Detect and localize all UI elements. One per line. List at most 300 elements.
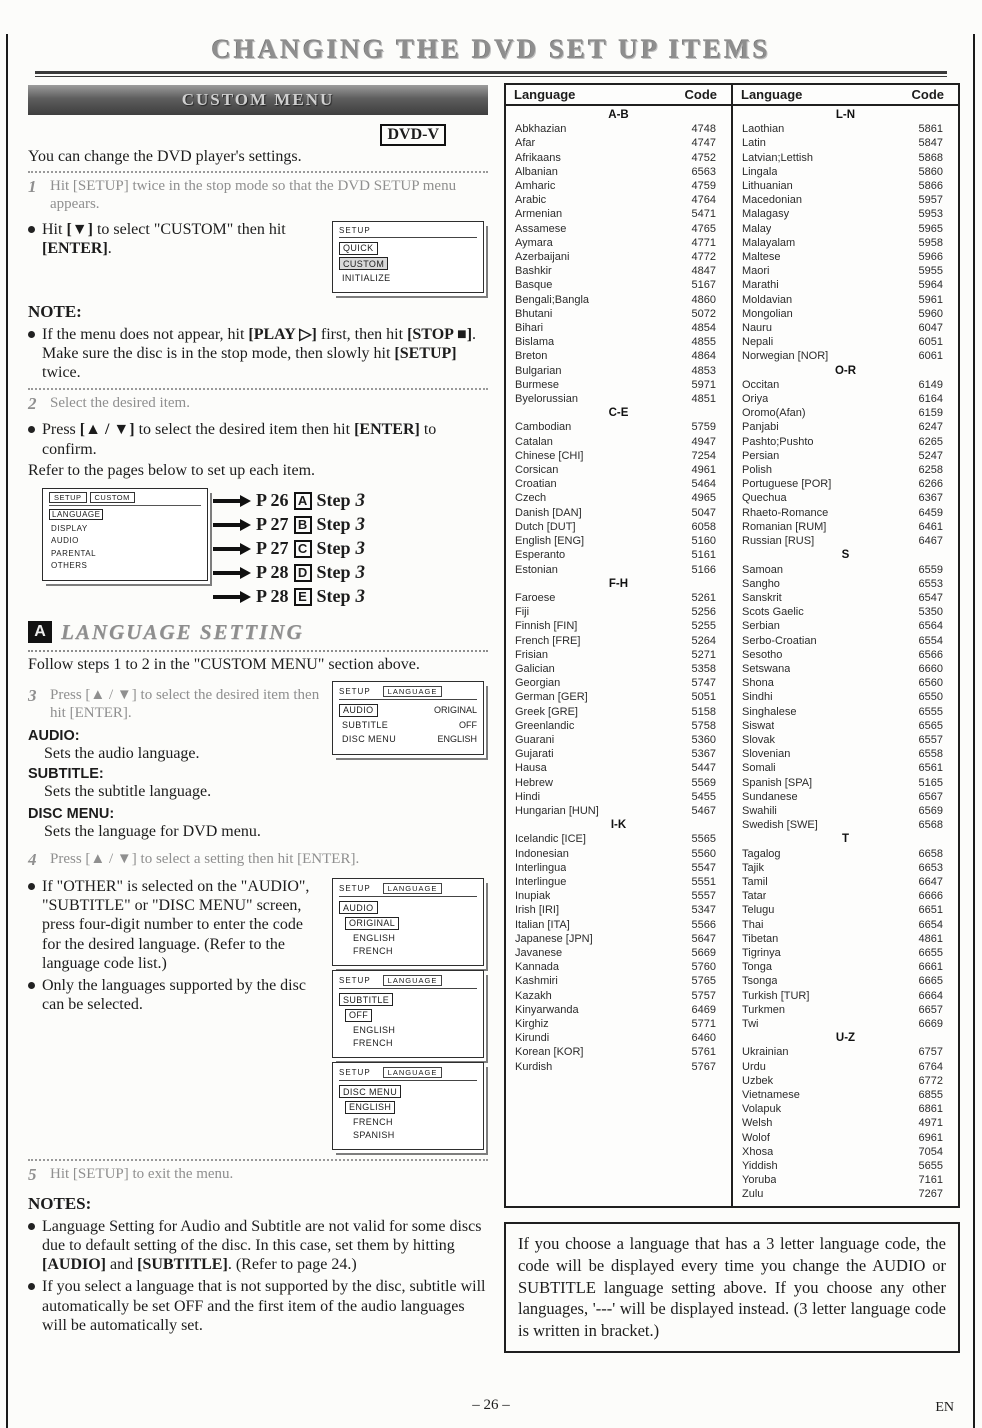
language-row: [506, 591, 731, 605]
language-row: [733, 136, 958, 150]
diagram-target-row: [213, 514, 365, 536]
language-code: 5447: [691, 762, 716, 775]
target-step-label: Step: [316, 514, 351, 535]
language-name: Thai: [742, 918, 764, 931]
language-code: 6855: [918, 1089, 943, 1102]
language-row: [733, 1088, 958, 1102]
language-name: Tigrinya: [742, 946, 781, 959]
badge-row: [28, 124, 446, 146]
bullet-other-language: [28, 877, 324, 973]
target-page: P 28: [256, 586, 289, 607]
language-code: 5747: [691, 677, 716, 690]
language-code: 5647: [691, 932, 716, 945]
page-number: – 26 –: [472, 1397, 510, 1413]
screens-stack: [332, 874, 488, 1154]
language-name: Hausa: [515, 762, 547, 775]
language-name: Kirundi: [515, 1032, 550, 1045]
language-code: 5165: [918, 776, 943, 789]
header-code: Code: [911, 87, 944, 102]
language-row: [733, 989, 958, 1003]
target-step-number: 3: [355, 537, 366, 559]
language-row: [733, 193, 958, 207]
step-1: [28, 171, 488, 217]
language-name: Cambodian: [515, 421, 572, 434]
language-code: 6861: [918, 1103, 943, 1116]
language-code: 4947: [691, 435, 716, 448]
language-code: 4851: [691, 393, 716, 406]
target-letter-box: C: [294, 540, 312, 558]
diagram-target-row: [213, 562, 365, 584]
language-code: 6164: [918, 393, 943, 406]
language-code: 5965: [918, 222, 943, 235]
language-code: 5760: [691, 961, 716, 974]
header-language: Language: [514, 87, 576, 102]
language-name: Sesotho: [742, 648, 783, 661]
language-row: [733, 392, 958, 406]
language-name: Tsonga: [742, 975, 778, 988]
language-name: Bislama: [515, 336, 555, 349]
language-row: [506, 563, 731, 577]
language-code: 5264: [691, 634, 716, 647]
language-row: [733, 1074, 958, 1088]
language-name: Aymara: [515, 236, 553, 249]
diagram-item-display: DISPLAY: [51, 523, 88, 533]
language-row: [733, 790, 958, 804]
language-row: [506, 634, 731, 648]
intro-text: You can change the DVD player's settings.: [28, 148, 302, 165]
language-name: Turkmen: [742, 1003, 785, 1016]
language-row: [506, 747, 731, 761]
language-code: 5047: [691, 506, 716, 519]
language-name: Maltese: [742, 251, 781, 264]
screen-row-subtitle: [339, 720, 477, 731]
language-code: 5358: [691, 662, 716, 675]
language-table-right-half: [733, 106, 958, 1206]
language-tab: LANGUAGE: [383, 1067, 443, 1078]
select-custom-row: [28, 217, 488, 298]
language-row: [506, 364, 731, 378]
language-code: 6367: [918, 492, 943, 505]
language-name: Afrikaans: [515, 151, 561, 164]
language-code: 5758: [691, 719, 716, 732]
language-code: 5861: [918, 123, 943, 136]
language-code: 6149: [918, 378, 943, 391]
language-row: [506, 918, 731, 932]
arrow-icon: [213, 543, 251, 555]
discmenu-language-screen: [332, 1062, 484, 1150]
language-name: Bengali;Bangla: [515, 293, 590, 306]
english-item: ENGLISH: [353, 1024, 396, 1035]
screen-setup-label: SETUP: [339, 976, 371, 986]
language-code: 6664: [918, 989, 943, 1002]
target-letter-box: A: [294, 492, 312, 510]
language-name: Slovenian: [742, 748, 791, 761]
language-code: 6757: [918, 1046, 943, 1059]
screen-header: [339, 1067, 477, 1081]
language-code: 6658: [918, 847, 943, 860]
language-name: Czech: [515, 492, 547, 505]
header-language: Language: [741, 87, 803, 102]
target-step-number: 3: [355, 513, 366, 535]
diagram-item-others: OTHERS: [51, 561, 88, 571]
audio-desc: Sets the audio language.: [44, 745, 200, 763]
language-name: Gujarati: [515, 748, 554, 761]
language-row: [733, 122, 958, 136]
language-tab: LANGUAGE: [383, 975, 443, 986]
off-item: OFF: [345, 1009, 372, 1022]
language-row: [506, 946, 731, 960]
language-code: 6560: [918, 677, 943, 690]
language-code: 6669: [918, 1018, 943, 1030]
language-name: Scots Gaelic: [742, 606, 804, 619]
language-name: Nauru: [742, 322, 772, 335]
language-name: Assamese: [515, 222, 567, 235]
screen-row-audio: [339, 704, 477, 717]
language-row: [733, 1045, 958, 1059]
language-row: [506, 136, 731, 150]
language-tab: LANGUAGE: [383, 883, 443, 894]
language-name: Singhalese: [742, 705, 797, 718]
bullet-icon: [28, 1283, 35, 1290]
language-name: Malayalam: [742, 236, 796, 249]
language-name: Croatian: [515, 478, 557, 491]
language-row: [733, 1145, 958, 1159]
language-row: [733, 1159, 958, 1173]
language-row: [733, 1116, 958, 1130]
language-table-left-half: [506, 106, 733, 1206]
language-code: 6061: [918, 350, 943, 363]
language-row: [733, 250, 958, 264]
language-row: [506, 605, 731, 619]
language-name: Latin: [742, 137, 766, 150]
language-code: 4864: [691, 350, 716, 363]
language-group-header: U-Z: [835, 1032, 856, 1045]
header-right-half: [733, 85, 958, 104]
language-name: Interlingua: [515, 861, 567, 874]
language-code: 6461: [918, 520, 943, 533]
language-name: Sanskrit: [742, 591, 782, 604]
language-code: 5771: [691, 1018, 716, 1030]
language-name: Nepali: [742, 336, 774, 349]
language-code: 6564: [918, 620, 943, 633]
language-code: 5167: [691, 279, 716, 292]
three-letter-code-info-box: If you choose a language that has a 3 letter language code, the code will be displayed every time you change the AUDIO or SUBTITLE language setting above. If you choose any other languages, '---' will be displayed instead. (3 letter language code is written in bracket.): [504, 1222, 960, 1354]
language-code: 5957: [918, 194, 943, 207]
language-code: 5955: [918, 265, 943, 278]
language-name: Welsh: [742, 1117, 773, 1130]
language-name: Portuguese [POR]: [742, 478, 832, 491]
screen-row-discmenu: [339, 734, 477, 745]
language-name: Estonian: [515, 563, 558, 576]
screen-setup-label: SETUP: [339, 884, 371, 894]
language-name: German [GER]: [515, 691, 588, 704]
language-name: Corsican: [515, 464, 559, 477]
language-row: [506, 875, 731, 889]
language-name: Burmese: [515, 378, 560, 391]
language-name: Faroese: [515, 591, 556, 604]
language-row: [733, 207, 958, 221]
language-row: [733, 776, 958, 790]
language-row: [733, 1003, 958, 1017]
language-row: [506, 790, 731, 804]
language-row: [506, 463, 731, 477]
language-code: 5961: [918, 293, 943, 306]
language-code: 5757: [691, 989, 716, 1002]
discmenu-label: DISC MENU:: [28, 806, 115, 823]
language-row: [506, 165, 731, 179]
language-code: 6559: [918, 563, 943, 576]
language-row: [733, 591, 958, 605]
language-row: [733, 179, 958, 193]
language-row: [733, 435, 958, 449]
language-code: 6047: [918, 322, 943, 335]
audio-label: AUDIO:: [28, 728, 80, 745]
language-row: [506, 520, 731, 534]
language-code: 6565: [918, 719, 943, 732]
language-code: 6666: [918, 890, 943, 903]
custom-menu-title: CUSTOM MENU: [181, 90, 335, 109]
subtitle-item: SUBTITLE: [342, 720, 389, 731]
language-code: 5261: [691, 591, 716, 604]
language-row: [506, 349, 731, 363]
step-1-text: Hit [SETUP] twice in the stop mode so that the DVD SETUP menu appears.: [50, 178, 457, 213]
language-name: Sindhi: [742, 691, 773, 704]
language-row: [506, 207, 731, 221]
language-code: 6467: [918, 535, 943, 548]
refer-text: Refer to the pages below to set up each item.: [28, 461, 316, 479]
language-row: [733, 222, 958, 236]
discmenu-item: DISC MENU: [339, 1085, 401, 1098]
language-code: 5971: [691, 378, 716, 391]
language-code: 6654: [918, 918, 943, 931]
language-code: 7267: [918, 1188, 943, 1201]
language-code: 5866: [918, 180, 943, 193]
language-name: Telugu: [742, 904, 775, 917]
language-code: 5847: [918, 137, 943, 150]
language-group-header: I-K: [610, 819, 627, 832]
language-code: 6651: [918, 904, 943, 917]
bullet-supported-text: Only the languages supported by the disc can be selected.: [42, 977, 306, 1014]
language-name: Arabic: [515, 194, 547, 207]
language-code: 6566: [918, 648, 943, 661]
language-code: 6265: [918, 435, 943, 448]
language-name: French [FRE]: [515, 634, 581, 647]
language-name: English [ENG]: [515, 535, 585, 548]
language-code: 4748: [691, 123, 716, 136]
language-code: 6567: [918, 790, 943, 803]
bullet-note-1-text: Language Setting for Audio and Subtitle are not valid for some discs due to default setting of the disc. In this case, set them by hitting [AUDIO] and [SUBTITLE]. (Refer to page 24.): [42, 1217, 482, 1274]
language-row: [733, 634, 958, 648]
language-setting-section-header: [28, 620, 488, 652]
page-edge-left: [6, 34, 8, 1428]
language-row: [506, 705, 731, 719]
language-name: Oriya: [742, 393, 769, 406]
language-code-table: [504, 83, 960, 1208]
language-code: 4855: [691, 336, 716, 349]
language-name: Guarani: [515, 733, 555, 746]
diagram-item-parental: PARENTAL: [51, 548, 97, 558]
language-row: [506, 264, 731, 278]
language-row: [733, 563, 958, 577]
language-code: 5966: [918, 251, 943, 264]
language-row: [506, 236, 731, 250]
bullet-icon: [28, 226, 35, 233]
language-row: [506, 179, 731, 193]
language-name: Icelandic [ICE]: [515, 833, 586, 846]
language-row: [733, 648, 958, 662]
spanish-item: SPANISH: [353, 1130, 395, 1141]
arrow-icon: [213, 519, 251, 531]
bullet-select-custom-text: Hit [▼] to select "CUSTOM" then hit [ENTER].: [42, 220, 286, 257]
french-item: FRENCH: [353, 1038, 393, 1049]
language-row: [733, 406, 958, 420]
language-code: 6058: [691, 520, 716, 533]
subtitle-language-screen: [332, 970, 484, 1058]
diagram-target-row: [213, 586, 365, 608]
language-row: [733, 463, 958, 477]
language-code: 5160: [691, 535, 716, 548]
language-name: Rhaeto-Romance: [742, 506, 829, 519]
language-code: 6961: [918, 1131, 943, 1144]
custom-menu-diagram: [42, 488, 488, 608]
language-code: 5565: [691, 833, 716, 846]
language-row: [733, 236, 958, 250]
language-code: 4759: [691, 180, 716, 193]
language-name: Macedonian: [742, 194, 802, 207]
language-row: [506, 1031, 731, 1045]
language-row: [733, 278, 958, 292]
language-group-header: O-R: [834, 364, 857, 377]
language-code: 6657: [918, 1003, 943, 1016]
target-page: P 27: [256, 514, 289, 535]
language-code: 5360: [691, 733, 716, 746]
target-step-number: 3: [355, 585, 366, 607]
french-item: FRENCH: [353, 946, 393, 957]
language-row: [506, 1045, 731, 1059]
language-name: Uzbek: [742, 1074, 774, 1087]
language-name: Swahili: [742, 804, 777, 817]
language-name: Irish [IRI]: [515, 904, 560, 917]
left-column: [28, 83, 488, 1353]
language-name: Spanish [SPA]: [742, 776, 813, 789]
language-name: Kashmiri: [515, 975, 558, 988]
language-name: Kannada: [515, 961, 560, 974]
language-name: Tajik: [742, 861, 765, 874]
language-row: [506, 776, 731, 790]
bullet-icon: [28, 1223, 35, 1230]
bullet-note-2: [28, 1277, 488, 1335]
language-name: Kazakh: [515, 989, 552, 1002]
bullet-supported: [28, 976, 324, 1014]
language-row: [733, 946, 958, 960]
language-code: 5072: [691, 307, 716, 320]
subtitle-value: OFF: [459, 720, 477, 731]
language-code: 4772: [691, 251, 716, 264]
language-name: Japanese [JPN]: [515, 932, 593, 945]
language-code: 6469: [691, 1003, 716, 1016]
page-edge-right: [973, 34, 975, 1428]
language-row: [733, 960, 958, 974]
language-code: 5569: [691, 776, 716, 789]
language-row: [733, 1131, 958, 1145]
language-name: Bhutani: [515, 307, 553, 320]
language-code: 4765: [691, 222, 716, 235]
language-name: Albanian: [515, 165, 558, 178]
language-name: Javanese: [515, 946, 563, 959]
language-row: [733, 335, 958, 349]
step-3-number: 3: [28, 685, 37, 705]
divider: [49, 505, 201, 506]
language-name: Malagasy: [742, 208, 790, 221]
language-row: [733, 705, 958, 719]
language-group-header: C-E: [608, 407, 629, 420]
language-row: [506, 534, 731, 548]
language-code: 4861: [918, 932, 943, 945]
other-language-row: [28, 874, 488, 1154]
diagram-target-row: [213, 538, 365, 560]
language-menu-row: [28, 677, 488, 804]
language-name: Norwegian [NOR]: [742, 350, 829, 363]
language-code: 5271: [691, 648, 716, 661]
language-name: Xhosa: [742, 1145, 774, 1158]
language-code: 6772: [918, 1074, 943, 1087]
language-code: 5759: [691, 421, 716, 434]
discmenu-item: DISC MENU: [342, 734, 397, 745]
language-code: 6459: [918, 506, 943, 519]
language-name: Kirghiz: [515, 1018, 549, 1030]
language-name: Persian: [742, 449, 780, 462]
language-code: 5166: [691, 563, 716, 576]
language-name: Armenian: [515, 208, 563, 221]
language-name: Swedish [SWE]: [742, 819, 818, 832]
language-name: Occitan: [742, 378, 780, 391]
language-row: [506, 690, 731, 704]
language-row: [733, 747, 958, 761]
language-code: 5761: [691, 1046, 716, 1059]
language-row: [733, 662, 958, 676]
language-row: [733, 349, 958, 363]
language-code: 6247: [918, 421, 943, 434]
language-name: Inupiak: [515, 890, 551, 903]
language-row: [506, 335, 731, 349]
language-name: Laothian: [742, 123, 785, 136]
audio-language-screen: [332, 878, 484, 966]
language-code: 5860: [918, 165, 943, 178]
diagram-item-language: LANGUAGE: [49, 509, 103, 520]
language-row: [733, 918, 958, 932]
language-name: Pashto;Pushto: [742, 435, 814, 448]
language-code: 6655: [918, 946, 943, 959]
language-row: [733, 491, 958, 505]
language-name: Siswat: [742, 719, 775, 732]
language-name: Tibetan: [742, 932, 779, 945]
arrow-icon: [213, 567, 251, 579]
language-code: 5464: [691, 478, 716, 491]
dvd-v-badge: DVD-V: [380, 124, 446, 146]
language-row: [506, 378, 731, 392]
language-name: Galician: [515, 662, 555, 675]
step-5: [28, 1159, 488, 1189]
language-name: Dutch [DUT]: [515, 520, 576, 533]
language-name: Bihari: [515, 322, 544, 335]
screen-header: [339, 883, 477, 897]
language-name: Lithuanian: [742, 180, 793, 193]
language-name: Panjabi: [742, 421, 779, 434]
language-row: [506, 903, 731, 917]
language-code: 6553: [918, 577, 943, 590]
step-1-number: 1: [28, 177, 37, 196]
language-code: 5255: [691, 620, 716, 633]
